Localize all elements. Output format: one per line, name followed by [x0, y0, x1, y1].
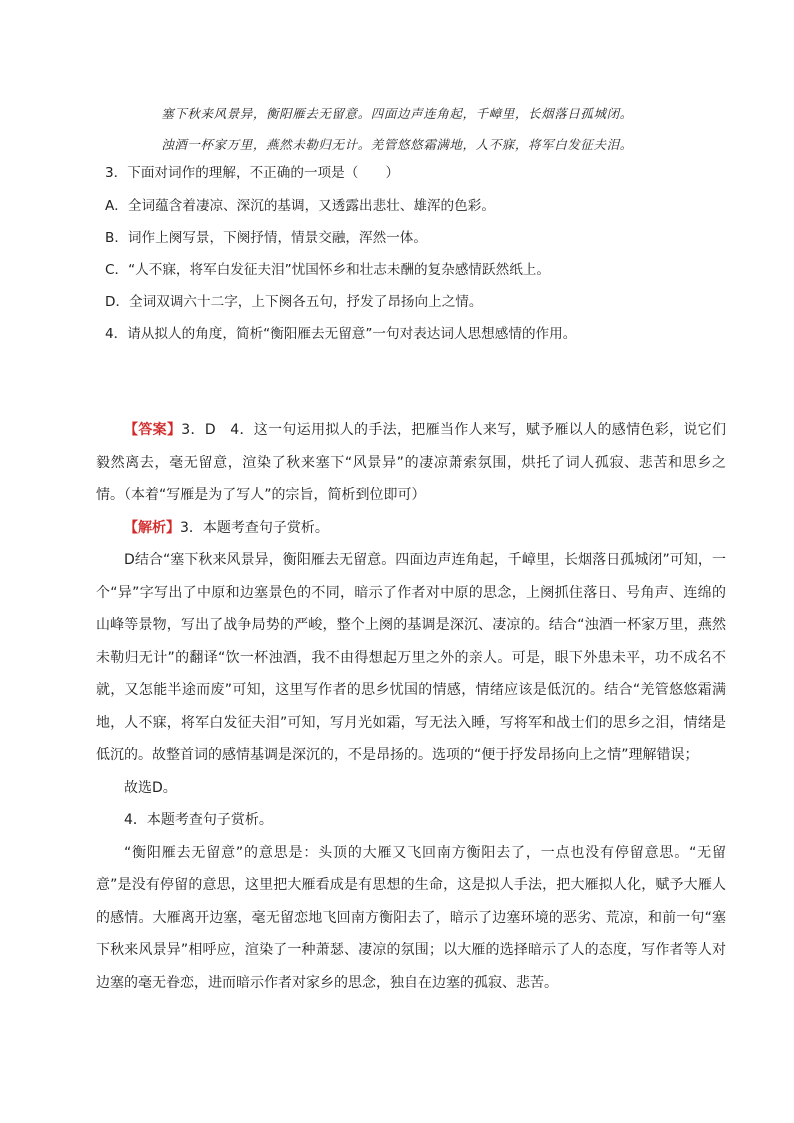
answer-section [96, 414, 726, 999]
option-a: A．全词蕴含着凄凉、深沉的基调，又透露出悲壮、雄浑的色彩。 [105, 198, 495, 214]
option-c: C．“人不寐，将军白发征夫泪”忧国怀乡和壮志未酬的复杂感情跃然纸上。 [105, 262, 550, 278]
analysis-paragraph-2: “衡阳雁去无留意”的意思是：头顶的大雁又飞回南方衡阳去了，一点也没有停留意思。“无留意”是没有停留的意思，这里把大雁看成是有思想的生命，这是拟人手法，把大雁拟人化，赋予大雁人的感情。大雁离开边塞，毫无留恋地飞回南方衡阳去了，暗示了边塞环境的恶劣、荒凉，和前一句“塞下秋来风景异”相呼应，渲染了一种萧瑟、凄凉的氛围；以大雁的选择暗示了人的态度，写作者等人对边塞的毫无眷恋，进而暗示作者对家乡的思念，独自在边塞的孤寂、悲苦。 [96, 844, 726, 991]
question-4: 4．请从拟人的角度，简析“衡阳雁去无留意”一句对表达词人思想感情的作用。 [105, 326, 577, 342]
analysis-intro [96, 512, 726, 545]
analysis-tag: 【解析】 [124, 519, 180, 536]
analysis-paragraph-1: D结合“塞下秋来风景异，衡阳雁去无留意。四面边声连角起，千嶂里，长烟落日孤城闭”可知，一个“异”字写出了中原和边塞景色的不同，暗示了作者对中原的思念，上阕抓住落日、号角声、连绵的山峰等景物，写出了战争局势的严峻，整个上阕的基调是深沉、凄凉的。结合“浊酒一杯家万里，燕然未勒归无计”的翻译“饮一杯浊酒，我不由得想起万里之外的亲人。可是，眼下外患未平，功不成名不就，又怎能半途而废”可知，这里写作者的思乡忧国的情感，情绪应该是低沉的。结合“羌管悠悠霜满地，人不寐，将军白发征夫泪”可知，写月光如霜，写无法入睡，写将军和战士们的思乡之泪，情绪是低沉的。故整首词的感情基调是深沉的，不是昂扬的。选项的“便于抒发昂扬向上之情”理解错误； [96, 552, 726, 763]
poem-line-2: 浊酒一杯家万里，燕然未勒归无计。羌管悠悠霜满地，人不寐，将军白发征夫泪。 [161, 137, 633, 152]
option-b: B．词作上阕写景，下阕抒情，情景交融，浑然一体。 [105, 230, 427, 246]
analysis-choose: 故选D。 [124, 779, 177, 796]
answer-tag: 【答案】 [124, 422, 182, 438]
answer-text: 3．D 4．这一句运用拟人的手法，把雁当作人来写，赋予雁以人的感情色彩，说它们毅然离去，毫无留意，渲染了秋来塞下“风景异”的凄凉萧索氛围，烘托了词人孤寂、悲苦和思乡之情。（本着“写雁是为了写人”的宗旨，简析到位即可） [96, 422, 727, 503]
option-d: D．全词双调六十二字，上下阕各五句，抒发了昂扬向上之情。 [105, 294, 483, 310]
analysis-q4-heading: 4．本题考查句子赏析。 [124, 812, 273, 828]
poem-line-1: 塞下秋来风景异，衡阳雁去无留意。四面边声连角起，千嶂里，长烟落日孤城闭。 [161, 106, 633, 121]
analysis-intro-text: 3．本题考查句子赏析。 [180, 519, 329, 536]
question-3: 3．下面对词作的理解，不正确的一项是（ ） [105, 165, 400, 181]
answer-paragraph [96, 414, 726, 512]
